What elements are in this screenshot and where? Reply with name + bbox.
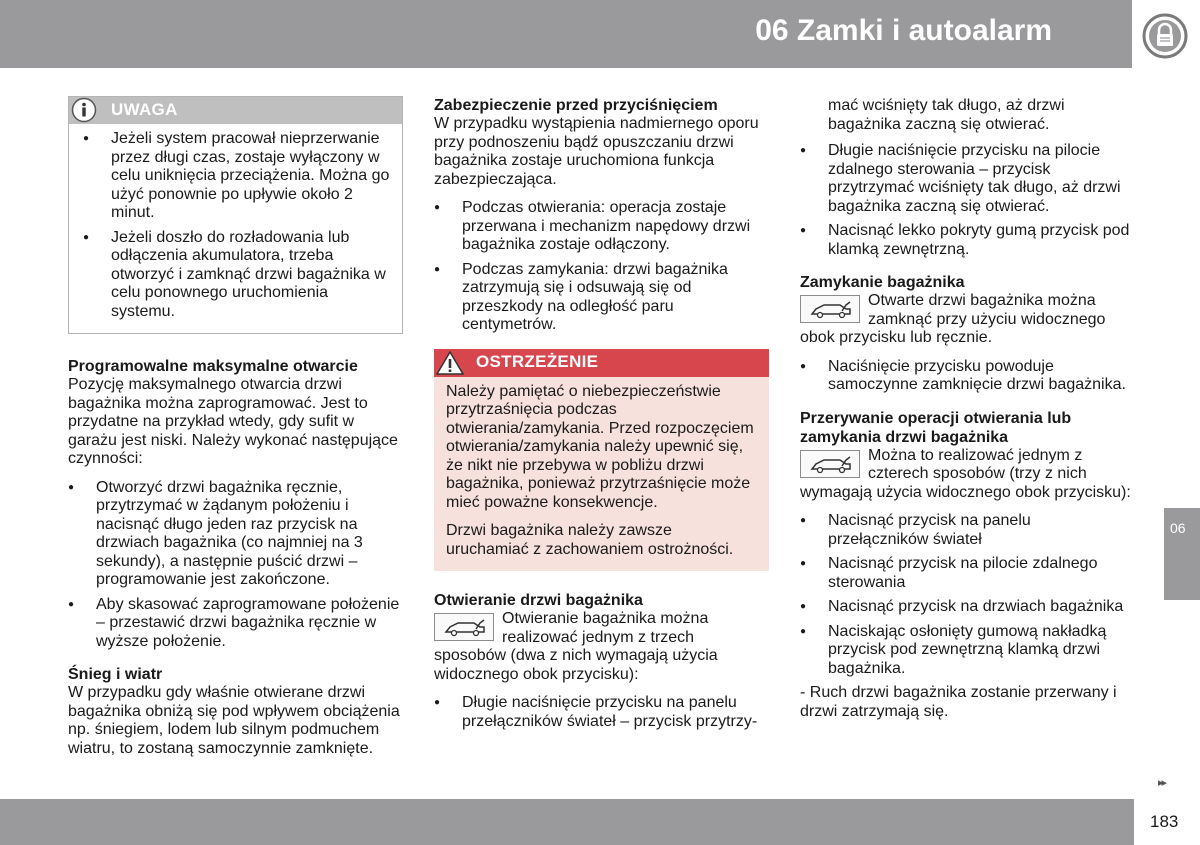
section-footer-text: - Ruch drzwi bagażnika zostanie przerwany i drzwi zatrzymają się. [800,684,1117,720]
trunk-button-icon [434,613,494,641]
list-item: ● Podczas zamykania: drzwi bagażnika zatrzymują się i odsuwają się od przeszkody na odległość paru centymetrów. [434,261,769,335]
list-item: ● Aby skasować zaprogramowane położenie – przestawić drzwi bagażnika ręcznie w wyższe położenie. [68,596,403,652]
section-text: W przypadku wystąpienia nadmiernego oporu przy podnoszeniu bądź opuszczaniu drzwi bagażnika zostaje uruchomiona funkcja zabezpieczająca. [434,115,759,188]
chapter-side-tab[interactable] [1164,508,1200,600]
section-heading: Programowalne maksymalne otwarcie [68,358,358,375]
next-page-arrows-icon: ▸▸ [1158,777,1166,789]
bullet-list [800,512,1135,678]
section-heading: Śnieg i wiatr [68,666,163,683]
footer-bar [0,799,1134,845]
list-item: ● Nacisnąć przycisk na drzwiach bagażnika [800,598,1135,617]
section-programmable-opening [68,357,403,651]
bullet-list [434,694,769,731]
trunk-button-icon [800,295,860,323]
section-opening-trunk [434,591,769,731]
continued-text: mać wciśnięty tak długo, aż drzwi bagażnika zaczną się otwierać. [828,97,1065,133]
section-heading: Otwieranie drzwi bagażnika [434,592,643,609]
bullet-list [68,479,403,652]
warning-triangle-icon [436,351,464,375]
section-text: Otwieranie bagażnika można realizować jednym z trzech sposobów (dwa z nich wymagają użycia widocznego obok przycisku): [434,610,718,683]
section-pinch-protection [434,96,769,335]
warning-box [434,349,769,572]
list-item: ● Nacisnąć przycisk na pilocie zdalnego sterowania [800,555,1135,592]
section-text: Pozycję maksymalnego otwarcia drzwi bagażnika można zaprogramować. Jest to przydatne na przykład wtedy, gdy sufit w garażu jest niski. Należy wykonać następujące czynności: [68,376,398,467]
list-item: ● Naciśnięcie przycisku powoduje samoczynne zamknięcie drzwi bagażnika. [800,358,1135,395]
list-item: ● Naciskając osłonięty gumową nakładką przycisk pod zewnętrzną klamką drzwi bagażnika. [800,623,1135,679]
trunk-button-icon [800,450,860,478]
side-tab-label: 06 [1170,520,1186,536]
note-title: UWAGA [111,100,178,119]
section-closing-trunk [800,273,1135,395]
list-item: ● Długie naciśnięcie przycisku na panelu przełączników świateł – przycisk przytrzy- [434,694,769,731]
section-heading: Zabezpieczenie przed przyciśnięciem [434,97,718,114]
note-list [83,130,394,321]
chapter-icon-box [1132,0,1200,68]
list-item: ● Podczas otwierania: operacja zostaje przerwana i mechanizm napędowy drzwi bagażnika zostaje odłączony. [434,199,769,255]
bullet-list [800,358,1135,395]
list-item: ● Jeżeli doszło do rozładowania lub odłączenia akumulatora, trzeba otworzyć i zamknąć drzwi bagażnika w celu ponownego uruchomienia systemu. [83,229,394,322]
note-box [68,96,403,334]
column-middle [434,96,769,743]
warning-text: Drzwi bagażnika należy zawsze uruchamiać z zachowaniem ostrożności. [446,522,734,558]
list-item: ● Nacisnąć lekko pokryty gumą przycisk pod klamką zewnętrzną. [800,222,1135,259]
section-interrupt-operation [800,409,1135,722]
column-right [800,97,1135,733]
warning-text: Należy pamiętać o niebezpieczeństwie przytrzaśnięcia podczas otwierania/zamykania. Przed rozpoczęciem otwierania/zamykania należy upewnić się, że nikt nie przebywa w pobliżu drzwi bagażnika, ponieważ przytrzaśnięcie może mieć poważne konsekwencje. [446,382,754,511]
column-left [68,96,403,770]
warning-box-header [434,349,769,377]
warning-title: OSTRZEŻENIE [476,351,599,371]
list-item: ● Otworzyć drzwi bagażnika ręcznie, przytrzymać w żądanym położeniu i nacisnąć długo jeden raz przycisk na drzwiach bagażnika (co najmniej na 3 sekundy), a następnie puścić drzwi – programowanie jest zakończone. [68,479,403,590]
padlock-icon [1142,13,1188,59]
bullet-list [800,142,1135,259]
section-heading: Przerywanie operacji otwierania lub zamykania drzwi bagażnika [800,409,1072,446]
chapter-title: 06 Zamki i autoalarm [755,14,1052,47]
list-item: ● Jeżeli system pracował nieprzerwanie przez długi czas, zostaje wyłączony w celu uniknięcia przeciążenia. Można go użyć ponownie po upływie około 2 minut. [83,130,394,223]
section-heading: Zamykanie bagażnika [800,274,965,291]
note-box-header [69,97,402,124]
list-item: ● Nacisnąć przycisk na panelu przełączników świateł [800,512,1135,549]
list-item: ● Długie naciśnięcie przycisku na pilocie zdalnego sterowania – przycisk przytrzymać wciśnięty tak długo, aż drzwi bagażnika zaczną się otwierać. [800,142,1135,216]
section-text: Można to realizować jednym z czterech sposobów (trzy z nich wymagają użycia widocznego obok przycisku): [800,446,1131,501]
info-icon [71,97,97,123]
section-text: Otwarte drzwi bagażnika można zamknąć przy użyciu widocznego obok przycisku lub ręcznie. [800,292,1106,346]
bullet-list [434,199,769,335]
header-bar [0,0,1132,68]
section-snow-wind [68,665,403,758]
page-number: 183 [1150,812,1179,831]
section-text: W przypadku gdy właśnie otwierane drzwi bagażnika obniżą się pod wpływem obciążenia np. śniegiem, lodem lub silnym podmuchem wiatru, to zostaną samoczynnie zamknięte. [68,684,400,757]
